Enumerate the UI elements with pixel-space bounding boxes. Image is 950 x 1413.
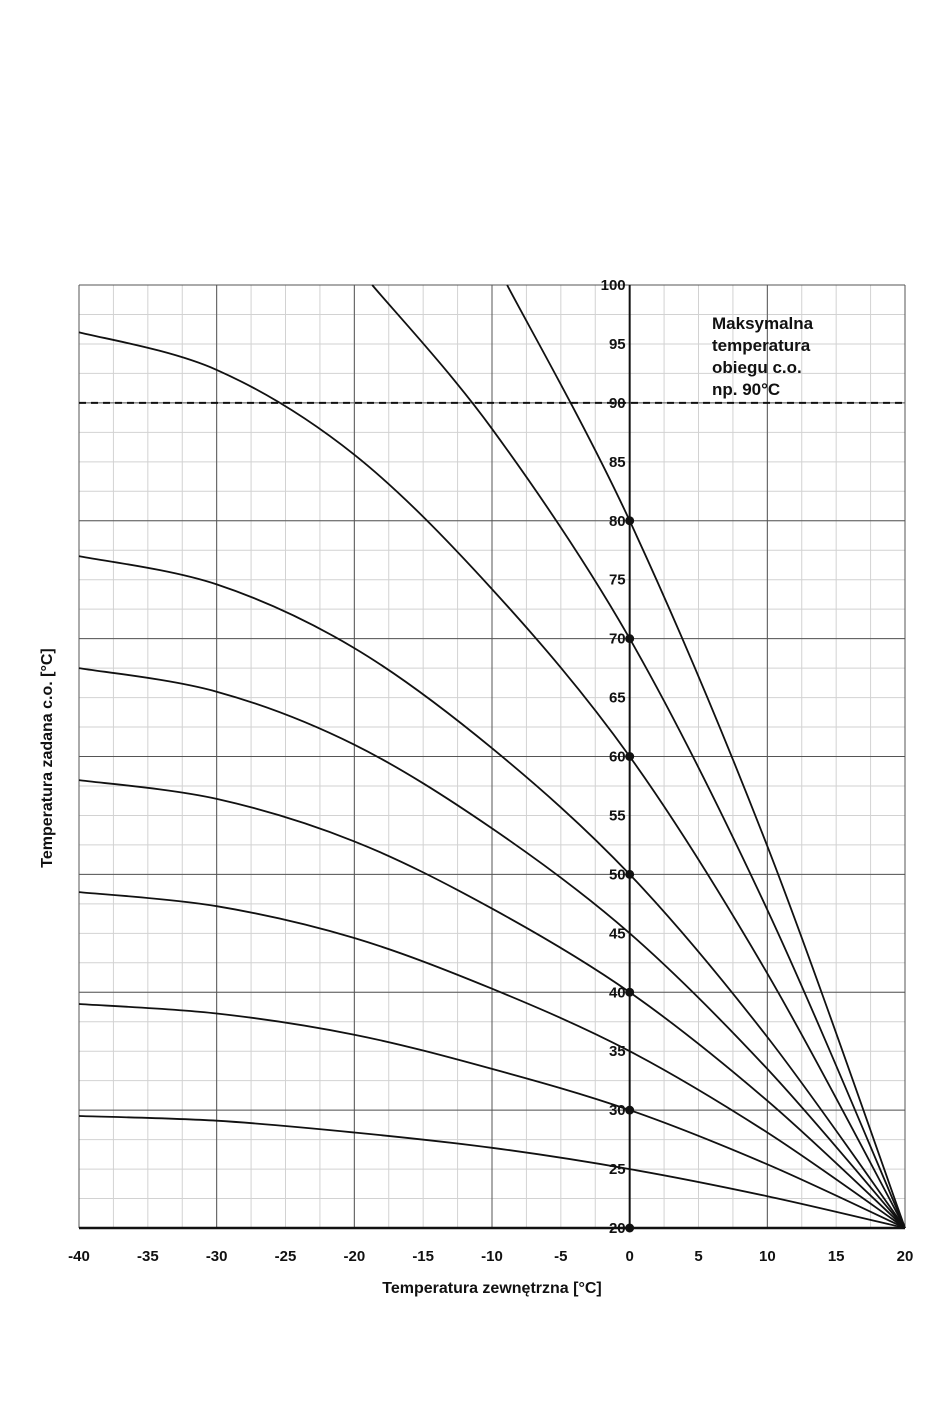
data-point-marker xyxy=(625,988,634,997)
x-axis-title: Temperatura zewnętrzna [°C] xyxy=(382,1280,602,1297)
x-tick-label: -30 xyxy=(205,1248,228,1265)
annotation-line: obiegu c.o. xyxy=(712,358,802,377)
data-point-marker xyxy=(625,516,634,525)
y-axis-title: Temperatura zadana c.o. [°C] xyxy=(39,648,56,868)
data-point-marker xyxy=(625,752,634,761)
y-tick-label: 55 xyxy=(608,807,626,825)
y-tick-label: 90 xyxy=(608,394,626,412)
x-tick-label: 20 xyxy=(896,1248,914,1265)
y-tick-label: 45 xyxy=(608,925,626,943)
y-tick-label: 70 xyxy=(608,630,626,648)
annotation-line: Maksymalna xyxy=(712,314,814,333)
y-tick-label: 25 xyxy=(608,1161,626,1179)
x-tick-label: -25 xyxy=(274,1248,297,1265)
x-tick-label: -15 xyxy=(412,1248,435,1265)
y-tick-label: 75 xyxy=(608,571,626,589)
y-tick-label: 50 xyxy=(608,866,626,884)
annotation-line: temperatura xyxy=(712,336,811,355)
y-tick-label: 30 xyxy=(608,1102,626,1120)
y-tick-label: 65 xyxy=(608,689,626,707)
y-tick-label: 20 xyxy=(608,1220,626,1237)
y-tick-label: 80 xyxy=(608,512,626,530)
x-tick-label: -5 xyxy=(554,1248,568,1265)
x-tick-label: 10 xyxy=(758,1248,776,1265)
data-point-marker xyxy=(625,870,634,879)
x-tick-label: 15 xyxy=(827,1248,845,1265)
data-point-marker xyxy=(625,1224,634,1233)
x-tick-labels xyxy=(68,1248,913,1265)
data-point-marker xyxy=(625,1106,634,1115)
y-tick-label: 35 xyxy=(608,1043,626,1061)
x-tick-label: 0 xyxy=(625,1248,634,1265)
x-tick-label: -10 xyxy=(481,1248,503,1265)
x-tick-label: 5 xyxy=(694,1248,703,1265)
y-tick-label: 85 xyxy=(608,453,626,471)
x-tick-label: -20 xyxy=(343,1248,366,1265)
annotation-line: np. 90°C xyxy=(712,380,781,399)
y-tick-label: 95 xyxy=(608,335,626,353)
y-tick-label: 60 xyxy=(608,748,626,766)
major-grid xyxy=(79,285,905,1228)
y-tick-label: 40 xyxy=(608,984,626,1002)
x-tick-label: -35 xyxy=(136,1248,159,1265)
data-point-marker xyxy=(625,634,634,643)
y-tick-label: 100 xyxy=(600,277,626,294)
x-tick-label: -40 xyxy=(68,1248,90,1265)
max-temperature-annotation xyxy=(712,314,814,399)
